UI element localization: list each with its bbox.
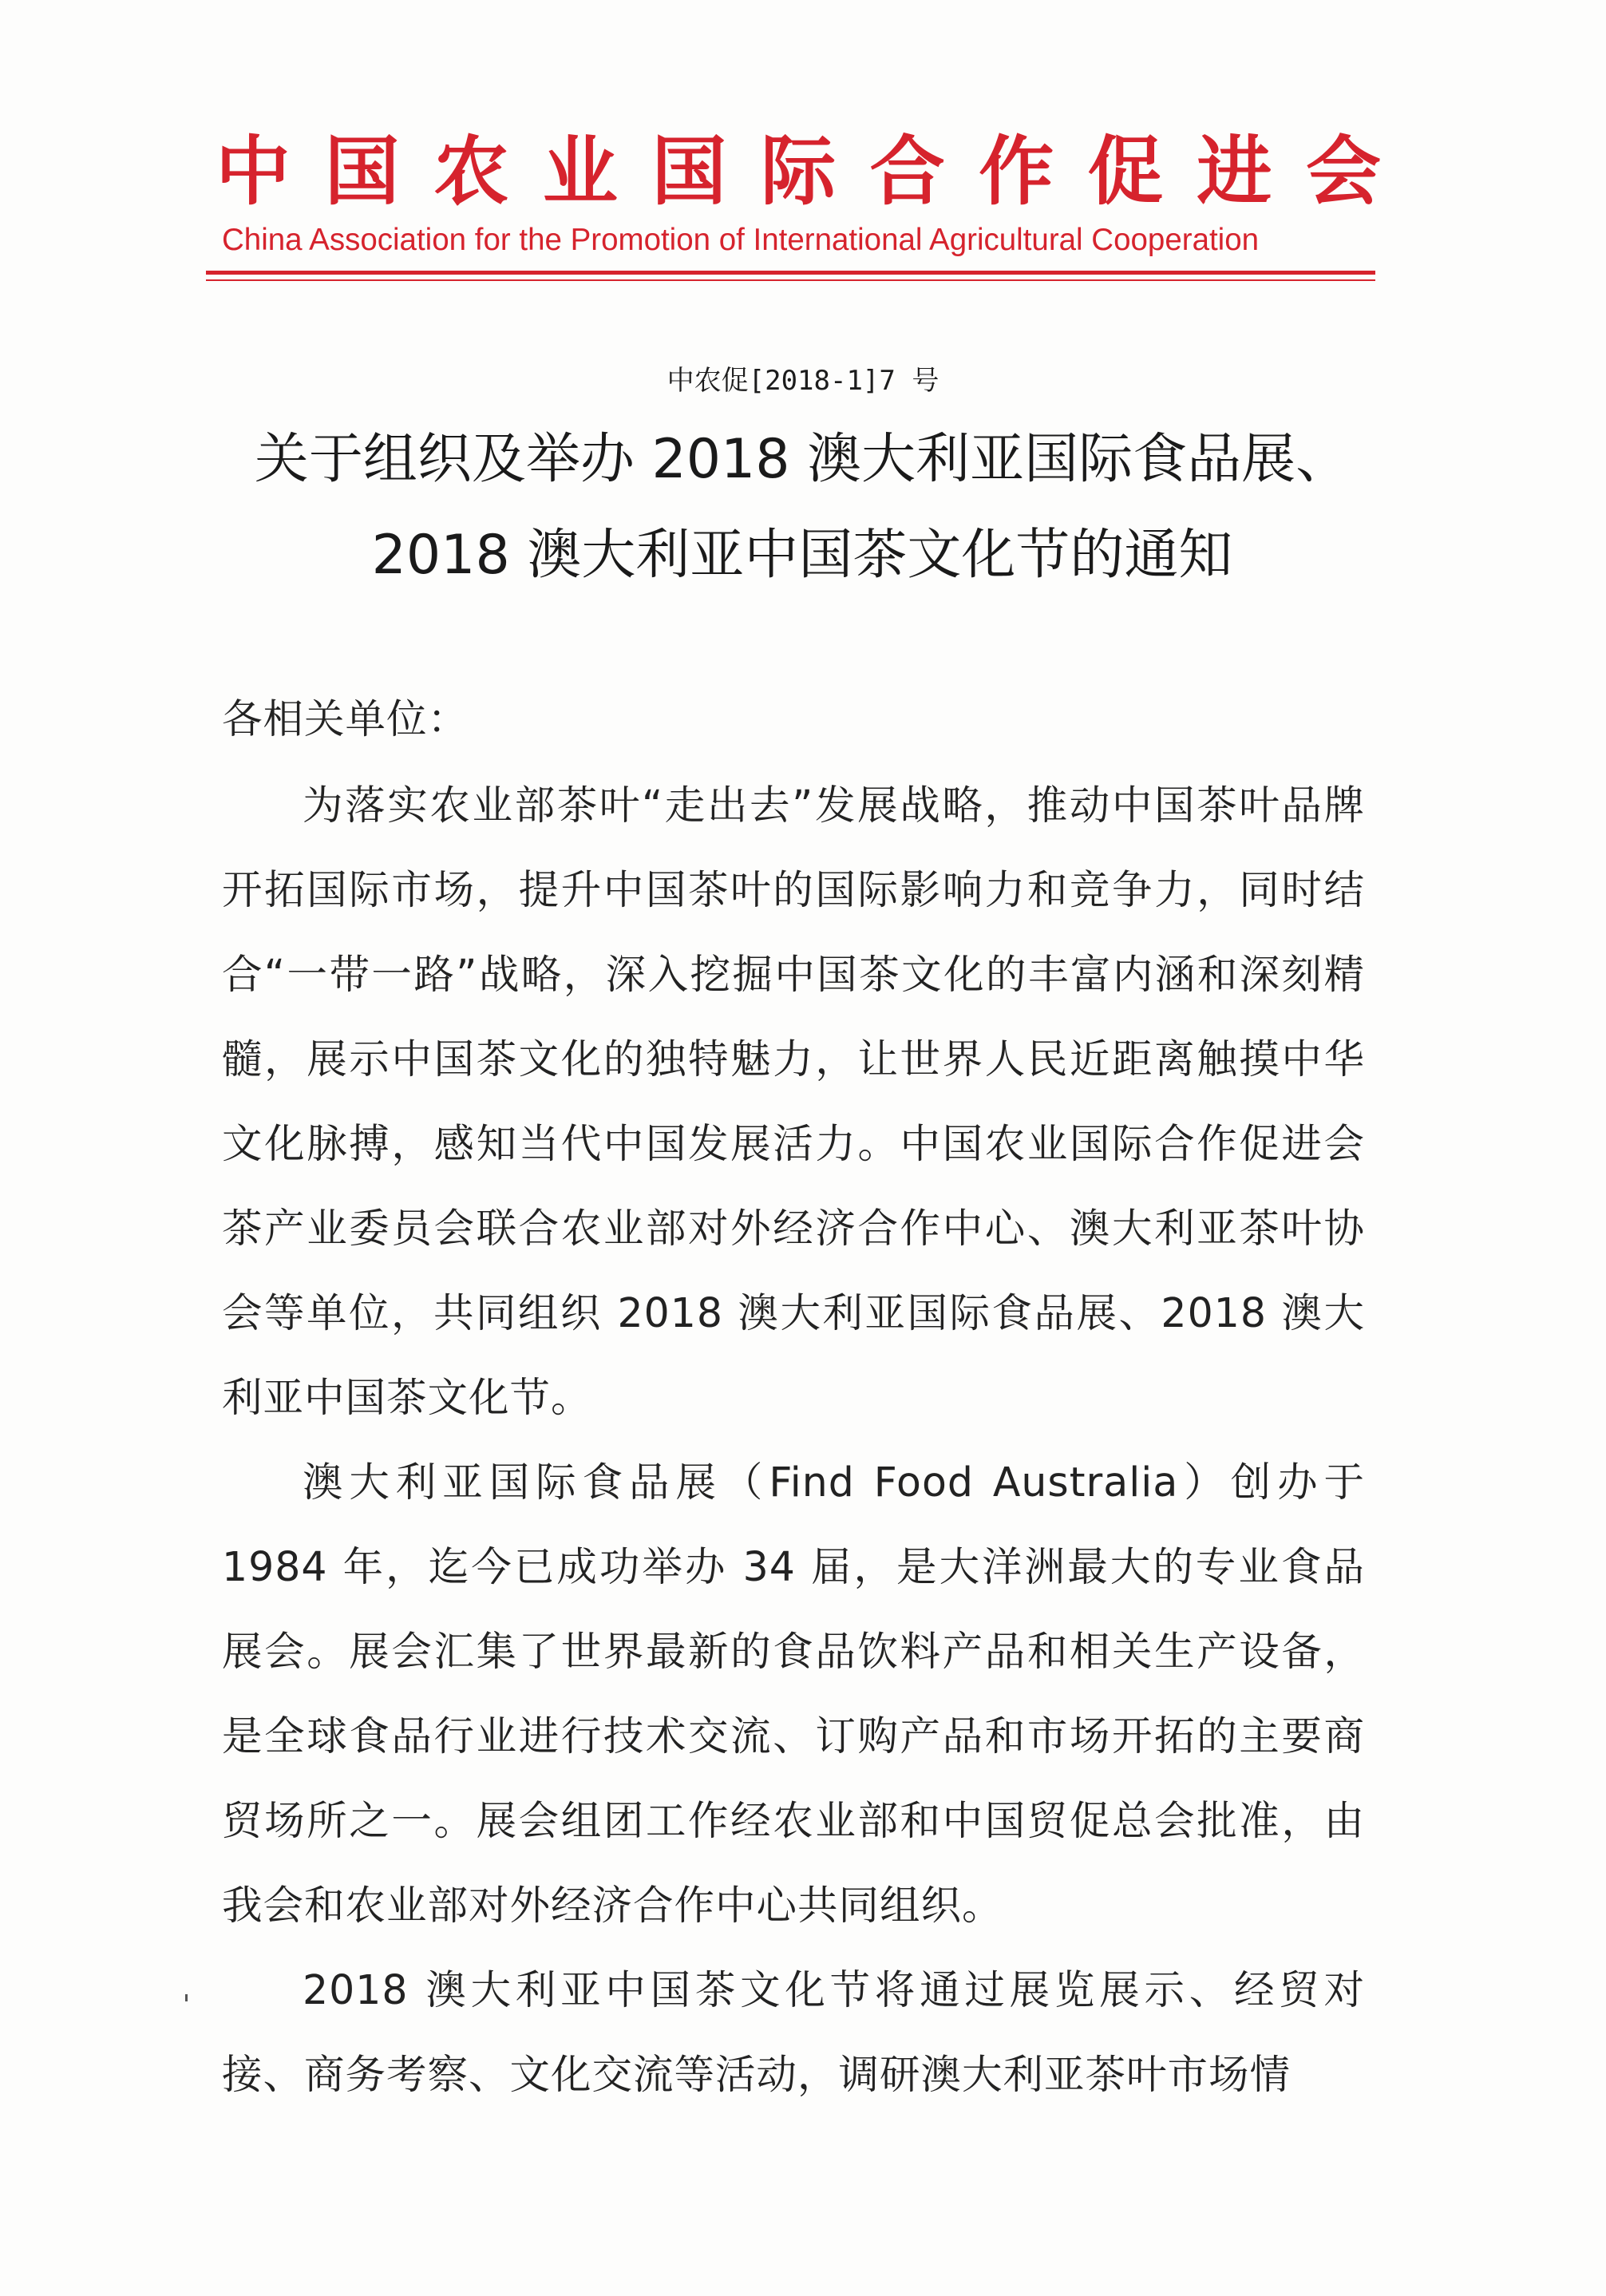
document-title (184, 412, 1421, 604)
document-body (222, 677, 1365, 2117)
salutation: 各相关单位： (222, 695, 469, 742)
letterhead-rule-thick (206, 271, 1375, 275)
letterhead-org-name-cn: 中国农业国际合作促进会 (216, 128, 1381, 216)
body-paragraph-1: 为落实农业部茶叶“走出去”发展战略，推动中国茶叶品牌开拓国际市场，提升中国茶叶的国际影响力和竞争力，同时结合“一带一路”战略，深入挖掘中国茶文化的丰富内涵和深刻精髓，展示中国茶文化的独特魅力，让世界人民近距离触摸中华文化脉搏，感知当代中国发展活力。中国农业国际合作促进会茶产业委员会联合农业部对外经济合作中心、澳大利亚茶叶协会等单位，共同组织 2018 澳大利亚国际食品展、2018 澳大利亚中国茶文化节。 (222, 782, 1365, 1421)
letterhead-org-name-en: China Association for the Promotion of International Agricultural Cooperation (222, 223, 1260, 257)
document-title-line-1: 关于组织及举办 2018 澳大利亚国际食品展、 (254, 428, 1351, 491)
body-paragraph-2: 澳大利亚国际食品展（Find Food Australia）创办于 1984 年，迄今已成功举办 34 届，是大洋洲最大的专业食品展会。展会汇集了世界最新的食品饮料产品和相关生产设备，是全球食品行业进行技术交流、订购产品和市场开拓的主要商贸场所之一。展会组团工作经农业部和中国贸促总会批准，由我会和农业部对外经济合作中心共同组织。 (222, 1459, 1365, 1929)
body-paragraph-3: 2018 澳大利亚中国茶文化节将通过展览展示、经贸对接、商务考察、文化交流等活动，调研澳大利亚茶叶市场情 (222, 1966, 1365, 2098)
document-number: 中农促[2018-1]7 号 (667, 365, 939, 397)
scan-speck (185, 1994, 188, 2001)
letterhead-rule-thin (206, 279, 1375, 281)
document-title-line-2: 2018 澳大利亚中国茶文化节的通知 (371, 524, 1233, 587)
